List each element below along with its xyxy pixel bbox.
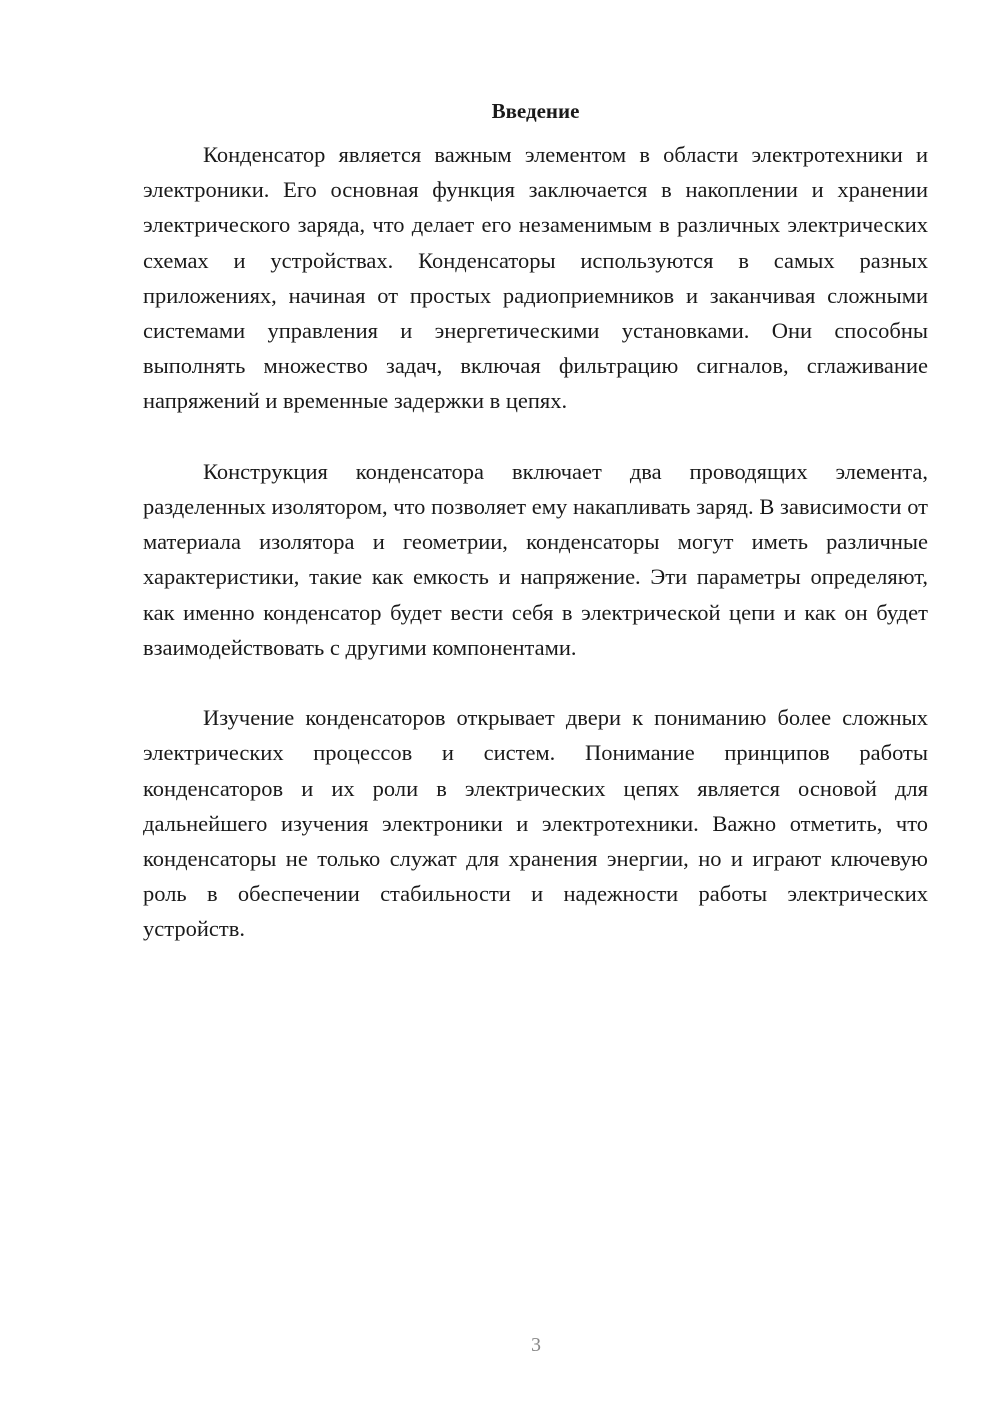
paragraph-3: Изучение конденсаторов открывает двери к пониманию более сложных электрических процессов и систем. Понимание принципов работы конденсаторов и их роли в электрических цепях является основой для дальнейшего изучения электроники и электротехники. Важно отметить, что конденсаторы не только служат для хранения энергии, но и играют ключевую роль в обеспечении стабильности и надежности работы электрических устройств. bbox=[143, 705, 928, 942]
paragraph-1: Конденсатор является важным элементом в области электротехники и электроники. Его основная функция заключается в накоплении и хранении электрического заряда, что делает его незаменимым в различных электрических схемах и устройствах. Конденсаторы используются в самых разных приложениях, начиная от простых радиоприемников и заканчивая сложными системами управления и энергетическими установками. Они способны выполнять множество задач, включая фильтрацию сигналов, сглаживание напряжений и временные задержки в цепях. bbox=[143, 142, 928, 414]
paragraph-2: Конструкция конденсатора включает два проводящих элемента, разделенных изолятором, что позволяет ему накапливать заряд. В зависимости от материала изолятора и геометрии, конденсаторы могут иметь различные характеристики, такие как емкость и напряжение. Эти параметры определяют, как именно конденсатор будет вести себя в электрической цепи и как он будет взаимодействовать с другими компонентами. bbox=[143, 458, 928, 660]
page-content bbox=[143, 94, 928, 947]
page-title: Введение bbox=[491, 99, 580, 123]
page-number: 3 bbox=[531, 1334, 541, 1356]
